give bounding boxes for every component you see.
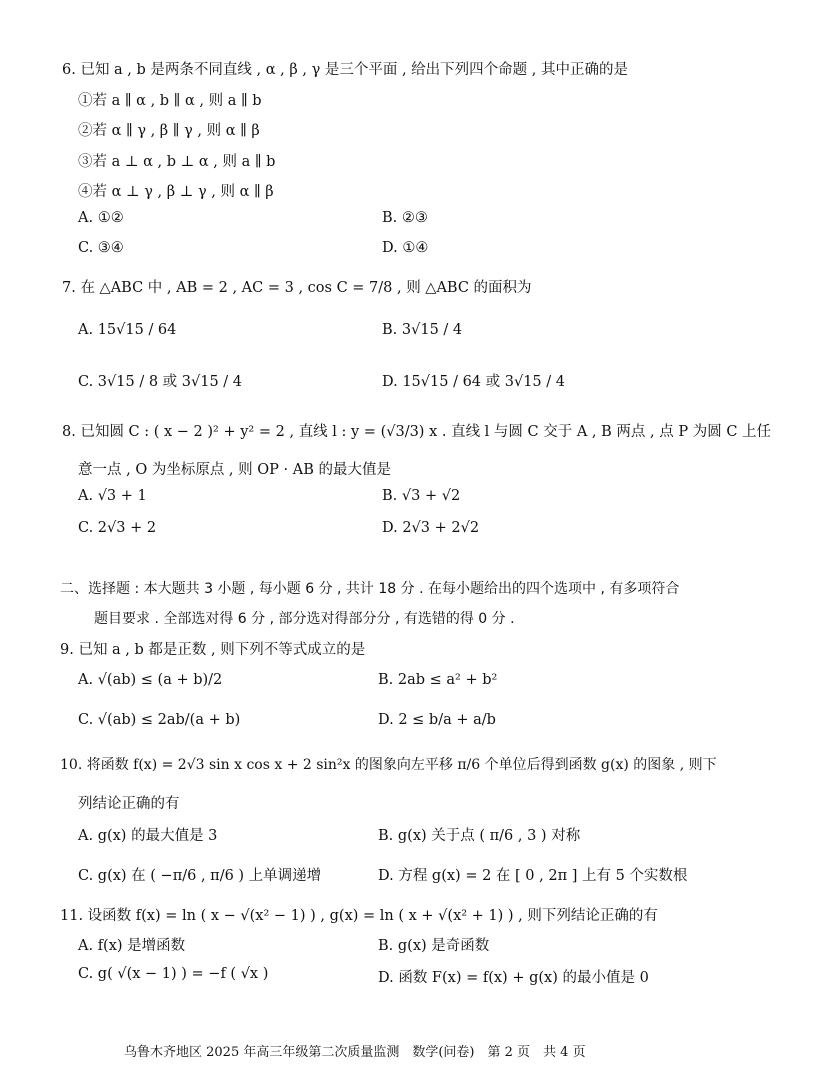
q11-option-c: C. g( √(x − 1) ) = −f ( √x ) — [78, 966, 269, 982]
q8-option-c: C. 2√3 + 2 — [78, 520, 157, 536]
section2-instructions-line2: 题目要求 . 全部选对得 6 分 , 部分选对得部分分 , 有选错的得 0 分 . — [94, 611, 515, 627]
q9-stem: 9. 已知 a , b 都是正数 , 则下列不等式成立的是 — [60, 642, 366, 658]
section2-instructions-line1: 二、选择题 : 本大题共 3 小题 , 每小题 6 分 , 共计 18 分 . 在每小题给出的四个选项中 , 有多项符合 — [60, 581, 680, 597]
q10-option-c: C. g(x) 在 ( −π/6 , π/6 ) 上单调递增 — [78, 868, 322, 884]
q11-stem: 11. 设函数 f(x) = ln ( x − √(x² − 1) ) , g(x) = ln ( x + √(x² + 1) ) , 则下列结论正确的有 — [60, 908, 658, 924]
page-footer: 乌鲁木齐地区 2025 年高三年级第二次质量监测 数学(问卷) 第 2 页 共 4 页 — [124, 1045, 586, 1060]
q10-option-a: A. g(x) 的最大值是 3 — [78, 828, 218, 844]
q6-prop-2: ②若 α ∥ γ , β ∥ γ , 则 α ∥ β — [78, 123, 260, 139]
q10-stem-line1: 10. 将函数 f(x) = 2√3 sin x cos x + 2 sin²x 的图象向左平移 π/6 个单位后得到函数 g(x) 的图象 , 则下 — [60, 757, 717, 773]
q8-option-b: B. √3 + √2 — [382, 488, 461, 504]
q9-option-a: A. √(ab) ≤ (a + b)/2 — [78, 672, 223, 688]
q8-option-a: A. √3 + 1 — [78, 488, 147, 504]
q11-option-a: A. f(x) 是增函数 — [78, 938, 186, 954]
q6-option-b: B. ②③ — [382, 210, 428, 226]
q10-option-d: D. 方程 g(x) = 2 在 [ 0 , 2π ] 上有 5 个实数根 — [378, 868, 688, 884]
q7-option-d: D. 15√15 / 64 或 3√15 / 4 — [382, 374, 565, 390]
q10-option-b: B. g(x) 关于点 ( π/6 , 3 ) 对称 — [378, 828, 581, 844]
q6-prop-1: ①若 a ∥ α , b ∥ α , 则 a ∥ b — [78, 93, 262, 109]
q8-stem-line2: 意一点 , O 为坐标原点 , 则 OP · AB 的最大值是 — [78, 462, 391, 478]
q6-option-d: D. ①④ — [382, 240, 429, 256]
q6-option-a: A. ①② — [78, 210, 124, 226]
q8-stem-line1: 8. 已知圆 C : ( x − 2 )² + y² = 2 , 直线 l : y = (√3/3) x . 直线 l 与圆 C 交于 A , B 两点 , 点 P 为圆 C 上任 — [62, 424, 772, 440]
q7-option-c: C. 3√15 / 8 或 3√15 / 4 — [78, 374, 243, 390]
q11-option-b: B. g(x) 是奇函数 — [378, 938, 490, 954]
q6-option-c: C. ③④ — [78, 240, 124, 256]
q7-stem: 7. 在 △ABC 中 , AB = 2 , AC = 3 , cos C = 7/8 , 则 △ABC 的面积为 — [62, 280, 532, 296]
q8-option-d: D. 2√3 + 2√2 — [382, 520, 480, 536]
q9-option-d: D. 2 ≤ b/a + a/b — [378, 712, 496, 728]
q9-option-c: C. √(ab) ≤ 2ab/(a + b) — [78, 712, 241, 728]
q6-prop-3: ③若 a ⊥ α , b ⊥ α , 则 a ∥ b — [78, 154, 276, 170]
q6-prop-4: ④若 α ⊥ γ , β ⊥ γ , 则 α ∥ β — [78, 184, 274, 200]
q10-stem-line2: 列结论正确的有 — [78, 796, 180, 812]
q6-stem: 6. 已知 a , b 是两条不同直线 , α , β , γ 是三个平面 , 给出下列四个命题 , 其中正确的是 — [62, 62, 629, 78]
q7-option-b: B. 3√15 / 4 — [382, 322, 463, 338]
q9-option-b: B. 2ab ≤ a² + b² — [378, 672, 498, 688]
q7-option-a: A. 15√15 / 64 — [78, 322, 177, 338]
q11-option-d: D. 函数 F(x) = f(x) + g(x) 的最小值是 0 — [378, 970, 649, 986]
